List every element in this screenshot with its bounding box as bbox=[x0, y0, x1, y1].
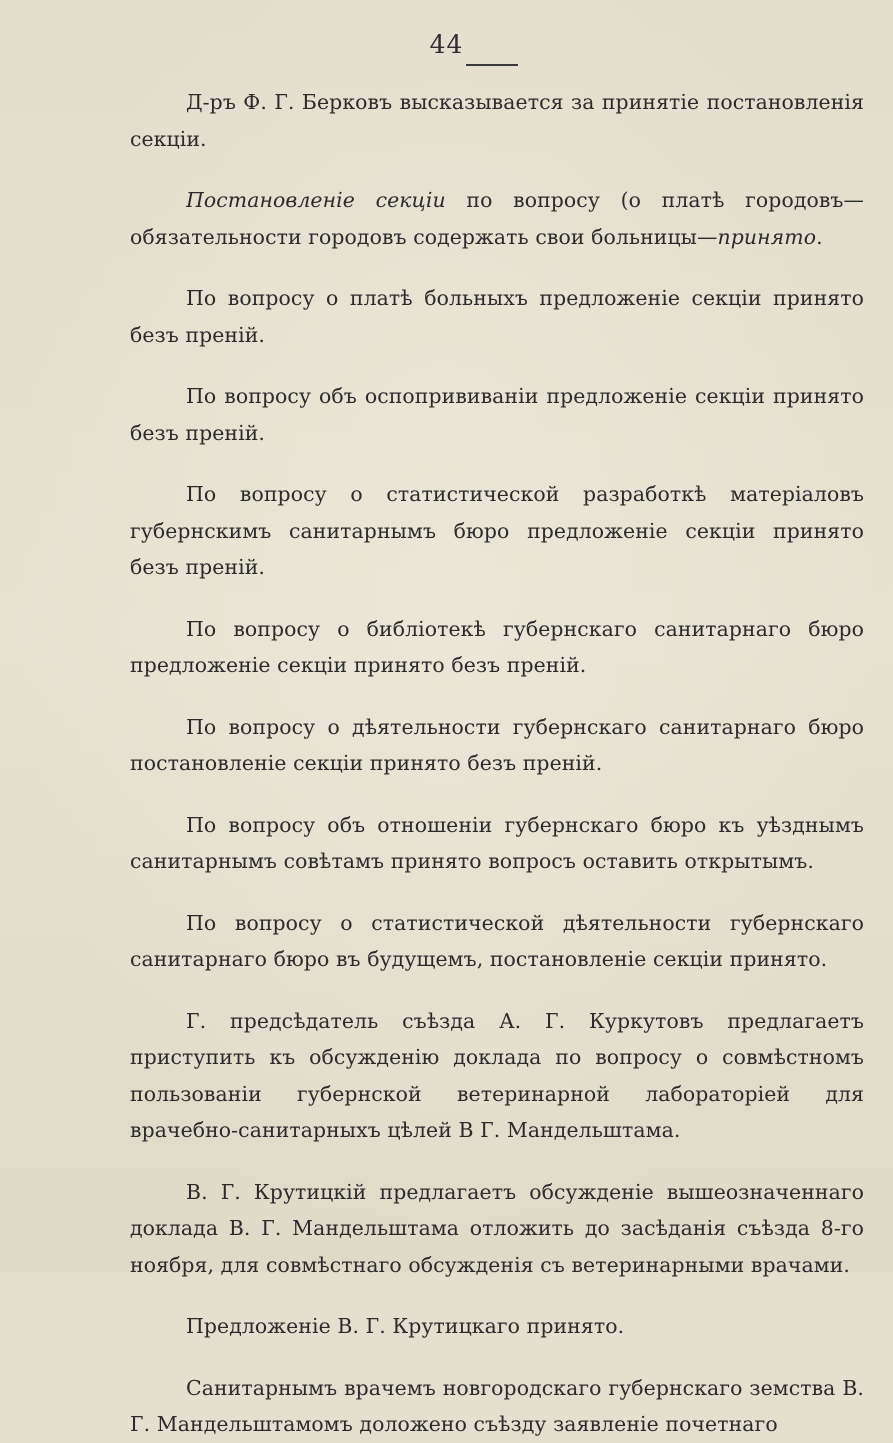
section-resolution-lead-italic: Постановленіе секціи bbox=[186, 188, 446, 212]
paragraph-bureau-activity: По вопросу о дѣятельности губернскаго санитарнаго бюро постановленіе секціи принято безъ преній. bbox=[130, 714, 864, 775]
paragraph-proposal-accepted: Предложеніе В. Г. Крутицкаго принято. bbox=[186, 1314, 625, 1338]
section-resolution-accepted-italic: принято bbox=[717, 224, 817, 249]
page-number: 44 bbox=[429, 30, 464, 59]
section-resolution-end: . bbox=[816, 224, 823, 249]
paragraph-future-statistics: По вопросу о статистической дѣятельности губернскаго санитарнаго бюро въ будущемъ, постановленіе секціи принято. bbox=[130, 910, 864, 971]
paragraph-smallpox-vaccination: По вопросу объ оспопрививаніи предложеніе секціи принято безъ преній. bbox=[130, 384, 864, 445]
paragraph-bureau-library: По вопросу о библіотекѣ губернскаго санитарнаго бюро предложеніе секціи принято безъ преній. bbox=[130, 616, 864, 677]
paragraph-krutitsky-proposal: В. Г. Крутицкій предлагаетъ обсужденіе вышеозначеннаго доклада В. Г. Мандельштама отложить до засѣданія съѣзда 8-го ноября, для совмѣстнаго обсужденія съ ветеринарными врачами. bbox=[130, 1179, 864, 1277]
paragraph-patient-fee: По вопросу о платѣ больныхъ предложеніе секціи принято безъ преній. bbox=[130, 286, 864, 347]
body-text bbox=[130, 84, 864, 1443]
paragraph-chairman-proposal: Г. предсѣдатель съѣзда А. Г. Куркутовъ предлагаетъ приступить къ обсужденію доклада по вопросу о совмѣстномъ пользованіи губернской ветеринарной лабораторіей для врачебно-санитарныхъ цѣлей В Г. Мандельштама. bbox=[130, 1008, 864, 1142]
paragraph-section-resolution bbox=[130, 182, 864, 255]
paragraph-berkov-opinion: Д-ръ Ф. Г. Берковъ высказывается за принятіе постановленія секціи. bbox=[130, 90, 864, 151]
section-resolution-text: по вопросу (о платѣ городовъ— обязательности городовъ содержать свои больницы— bbox=[130, 188, 864, 249]
paragraph-district-councils: По вопросу объ отношеніи губернскаго бюро къ уѣзднымъ санитарнымъ совѣтамъ принято вопросъ оставить открытымъ. bbox=[130, 812, 864, 873]
paragraph-mandelshtam-report: Санитарнымъ врачемъ новгородскаго губернскаго земства В. Г. Мандельштамомъ доложено съѣзду заявленіе почетнаго bbox=[130, 1375, 864, 1436]
paragraph-statistical-processing: По вопросу о статистической разработкѣ матеріаловъ губернскимъ санитарнымъ бюро предложеніе секціи принято безъ преній. bbox=[130, 482, 864, 579]
page-number-rule bbox=[466, 64, 518, 66]
